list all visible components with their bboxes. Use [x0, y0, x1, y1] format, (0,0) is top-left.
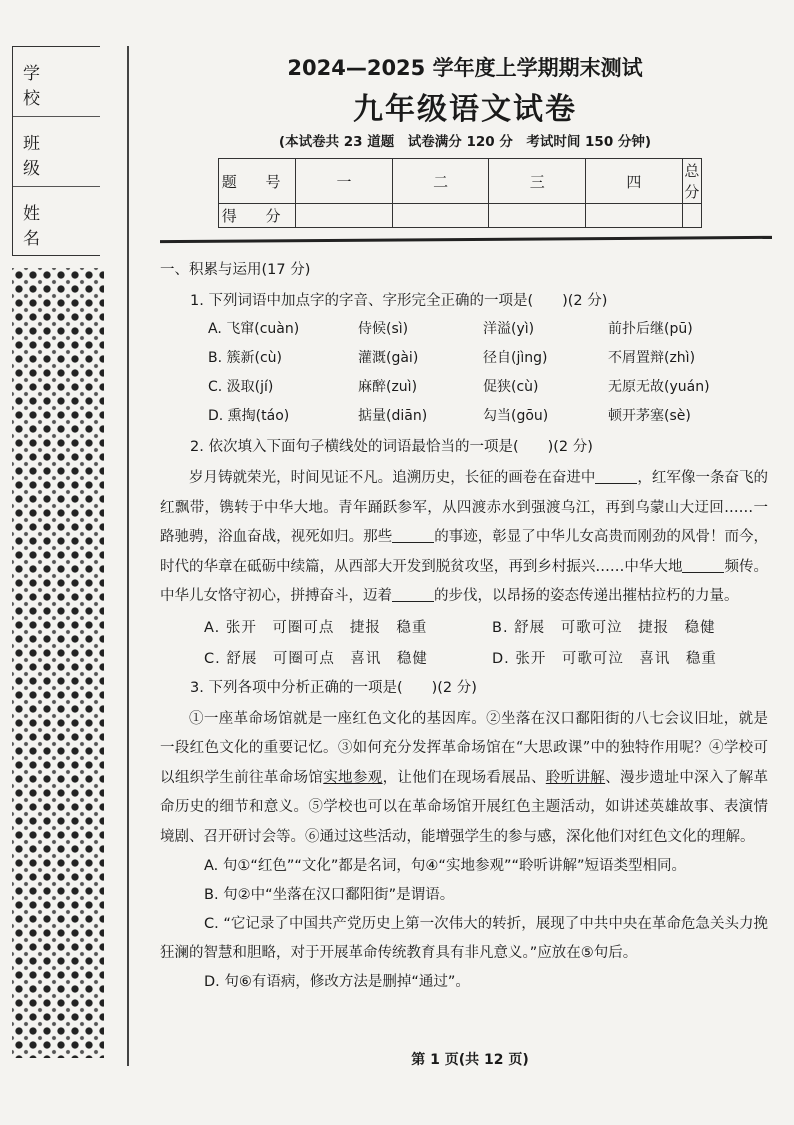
- exam-note: (本试卷共 23 道题 试卷满分 120 分 考试时间 150 分钟): [278, 134, 652, 150]
- school-field[interactable]: [13, 47, 100, 117]
- option-cell: 无原无故(yuán): [608, 379, 710, 395]
- question-2-options: [204, 616, 768, 668]
- passage-text: ，红军像一条奋飞的红飘带，镌转于中华大地。青年踊跃参军，从四渡赤水到强渡乌江，再到乌蒙山大迂回……一路驰骋，浴血奋战，视死如归。那些: [160, 470, 769, 545]
- question-1-stem: 1. 下列词语中加点字的字音、字形完全正确的一项是( )(2 分): [190, 293, 608, 309]
- score-label-cell: 得 分: [219, 204, 296, 228]
- score-table: [218, 158, 702, 228]
- score-entry-cell[interactable]: [489, 204, 586, 228]
- name-label: 姓 名: [23, 204, 74, 249]
- passage-text: 、漫步遗址中深入了解革命历史的细节和意义。⑤学校也可以在革命场馆开展红色主题活动，如讲述英雄故事、表演情境剧、召开研讨会等。⑥通过这些活动，能增强学生的参与感，深化他们对红色文化的理解。: [160, 769, 769, 845]
- fill-blank[interactable]: [392, 528, 434, 544]
- score-entry-cell[interactable]: [682, 204, 701, 228]
- question-1-options: [208, 318, 768, 425]
- underlined-phrase: 实地参观: [323, 769, 383, 786]
- option-cell: 促狭(cù): [483, 379, 539, 395]
- passage-text: 岁月铸就荣光，时间见证不凡。追溯历史，长征的画卷在奋进中: [189, 470, 596, 486]
- score-header-cell: 三: [489, 159, 586, 204]
- question-3-stem: 3. 下列各项中分析正确的一项是( )(2 分): [190, 679, 477, 696]
- score-header-cell: 总 分: [682, 159, 701, 204]
- class-field[interactable]: [13, 117, 100, 187]
- decorative-seal-pattern: [12, 268, 104, 1058]
- school-label: 学 校: [23, 64, 74, 109]
- option-cell: B. 簇新(cù): [208, 350, 282, 366]
- question-3-passage: [160, 705, 768, 853]
- name-field[interactable]: [13, 187, 100, 257]
- page-number: 第 1 页(共 12 页): [411, 1052, 529, 1068]
- exam-title: 九年级语文试卷: [353, 92, 577, 127]
- option-cell: 径自(jìng): [483, 350, 548, 366]
- question-3-choice-b: B. 句②中“坐落在汉口鄱阳街”是谓语。: [204, 887, 455, 903]
- passage-text: 频传。中华儿女恪守初心，拼搏奋斗，迈着: [160, 558, 769, 604]
- option-cell: 掂量(diān): [358, 408, 428, 424]
- header-divider: [160, 236, 772, 243]
- question-3-choice-d: D. 句⑥有语病，修改方法是删掉“通过”。: [204, 974, 470, 990]
- option-cell: A. 飞窜(cuàn): [208, 321, 300, 337]
- option-cell: 勾当(gōu): [483, 408, 549, 424]
- score-header-row: [219, 159, 702, 204]
- question-2-passage: [160, 464, 768, 612]
- option-a: A. 张开 可圈可点 捷报 稳重: [204, 619, 428, 636]
- score-entry-cell[interactable]: [392, 204, 489, 228]
- passage-text: 的事迹，彰显了中华儿女高贵而刚劲的风骨！而今，时代的华章在砥砺中续篇，从西部大开发到脱贫攻坚，再到乡村振兴……中华大地: [160, 529, 769, 575]
- score-header-cell: 二: [392, 159, 489, 204]
- score-entry-row: [219, 204, 702, 228]
- option-cell: C. 汲取(jí): [208, 379, 274, 395]
- option-c: C. 舒展 可圈可点 喜讯 稳健: [204, 650, 428, 667]
- option-cell: 顿开茅塞(sè): [608, 408, 691, 424]
- option-cell: 麻醉(zuì): [358, 379, 418, 395]
- fill-blank[interactable]: [595, 469, 637, 485]
- option-cell: 不屑置辩(zhì): [608, 350, 696, 366]
- fill-blank[interactable]: [392, 587, 434, 603]
- option-cell: 洋溢(yì): [483, 321, 535, 337]
- option-cell: 前扑后继(pū): [608, 321, 693, 337]
- score-header-cell: 一: [296, 159, 393, 204]
- fill-blank[interactable]: [682, 557, 724, 573]
- option-d: D. 张开 可歌可泣 喜讯 稳重: [492, 650, 717, 667]
- year-title: 2024—2025 学年度上学期期末测试: [287, 56, 643, 80]
- score-entry-cell[interactable]: [296, 204, 393, 228]
- option-cell: D. 熏掏(táo): [208, 408, 290, 424]
- class-label: 班 级: [23, 134, 74, 179]
- student-info-box: [12, 46, 100, 256]
- exam-content: [160, 258, 768, 997]
- option-b: B. 舒展 可歌可泣 捷报 稳健: [492, 619, 716, 636]
- binding-line: [127, 46, 129, 1066]
- score-entry-cell[interactable]: [586, 204, 683, 228]
- question-2-stem: 2. 依次填入下面句子横线处的词语最恰当的一项是( )(2 分): [190, 439, 593, 455]
- passage-text: ，让他们在现场看展品、: [382, 769, 546, 786]
- section-title: 一、积累与运用(17 分): [160, 262, 311, 278]
- underlined-phrase: 聆听讲解: [545, 769, 606, 786]
- score-header-cell: 题 号: [219, 159, 296, 204]
- question-3-choice-c: C. “它记录了中国共产党历史上第一次伟大的转折，展现了中共中央在革命危急关头力挽狂澜的智慧和胆略，对于开展革命传统教育具有非凡意义。”应放在⑤句后。: [160, 916, 768, 961]
- passage-text: 的步伐，以昂扬的姿态传递出摧枯拉朽的力量。: [434, 588, 739, 604]
- score-header-cell: 四: [586, 159, 683, 204]
- question-3-choice-a: A. 句①“红色”“文化”都是名词，句④“实地参观”“聆听讲解”短语类型相同。: [204, 858, 686, 874]
- option-cell: 侍候(sì): [358, 321, 409, 337]
- option-cell: 灌溉(gài): [358, 350, 419, 366]
- passage-text: ①一座革命场馆就是一座红色文化的基因库。②坐落在汉口鄱阳街的八七会议旧址，就是一段红色文化的重要记忆。③如何充分发挥革命场馆在“大思政课”中的独特作用呢？④学校可以组织学生前往革命场馆: [160, 710, 768, 786]
